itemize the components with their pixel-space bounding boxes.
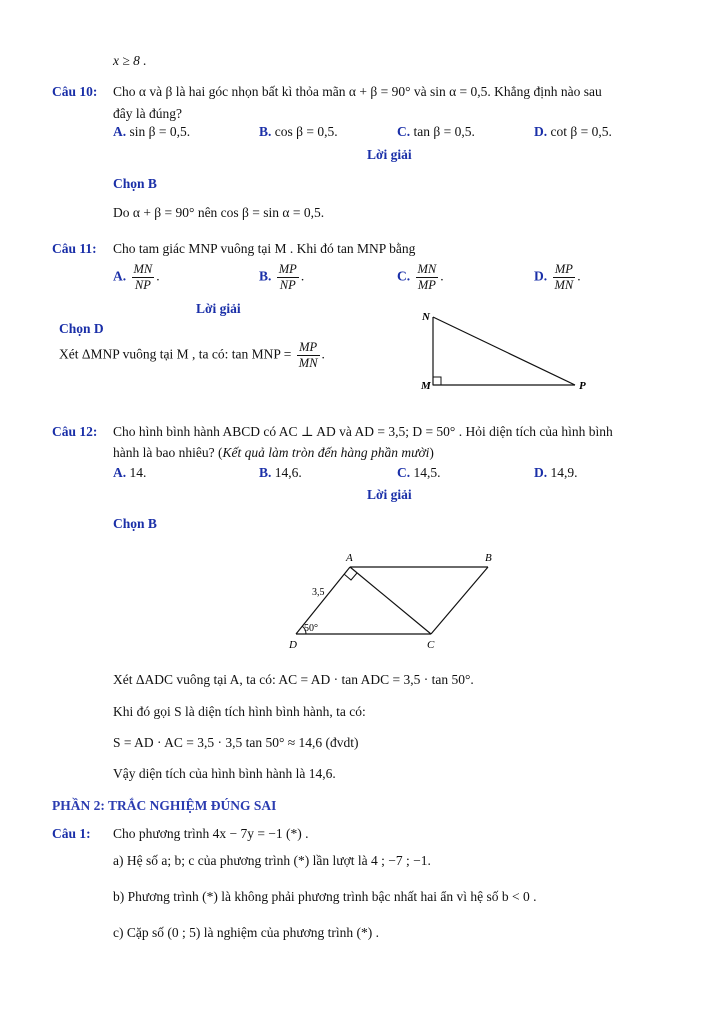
q12-explanation-2: Khi đó gọi S là diện tích hình bình hành, ta có: xyxy=(113,704,366,719)
q12-option-b[interactable]: B. 14,6. xyxy=(259,465,302,480)
side-np xyxy=(433,317,575,385)
q12-explanation-1: Xét ΔADC vuông tại A, ta có: AC = AD · tan ADC = 3,5 · tan 50°. xyxy=(113,672,474,687)
vertex-c-label: C xyxy=(427,639,435,651)
q12-label: Câu 12: xyxy=(52,424,98,439)
q10-text-line2: đây là đúng? xyxy=(113,106,182,121)
right-angle-mark xyxy=(433,377,441,385)
q10-explanation: Do α + β = 90° nên cos β = sin α = 0,5. xyxy=(113,205,325,220)
q12-choice: Chọn B xyxy=(113,516,157,531)
part2-q1-label: Câu 1: xyxy=(52,826,91,841)
diagonal-ac xyxy=(350,567,431,634)
q11-solution-title: Lời giải xyxy=(196,301,241,316)
q11-choice: Chọn D xyxy=(59,321,104,336)
q11-option-d[interactable]: D. $\frac{MP}{MN}$ . xyxy=(534,262,581,292)
q12-explanation-4: Vậy diện tích của hình bình hành là 14,6. xyxy=(113,766,336,781)
q12-option-c[interactable]: C. 14,5. xyxy=(397,465,441,480)
angle-d-value: 50° xyxy=(304,623,318,634)
part2-q1-statement-a[interactable]: a) Hệ số a; b; c của phương trình (*) lần lượt là 4 ; −7 ; −1. xyxy=(113,853,431,868)
side-bc xyxy=(431,567,488,634)
parallelogram-abcd-figure xyxy=(280,548,510,656)
q10-option-d[interactable]: D. cot β = 0,5. xyxy=(534,124,612,139)
vertex-d-label: D xyxy=(289,639,297,651)
q11-option-a[interactable]: A. $\frac{MN}{NP}$ . xyxy=(113,262,160,292)
part2-title: PHẦN 2: TRẮC NGHIỆM ĐÚNG SAI xyxy=(52,798,277,813)
q10-label: Câu 10: xyxy=(52,84,98,99)
right-angle-mark xyxy=(344,573,357,580)
part2-q1-statement-c[interactable]: c) Cặp số (0 ; 5) là nghiệm của phương trình (*) . xyxy=(113,925,380,940)
q11-option-c[interactable]: C. $\frac{MN}{MP}$ . xyxy=(397,262,444,292)
q11-text: Cho tam giác MNP vuông tại M . Khi đó tan MNP bằng xyxy=(113,241,416,256)
side-ad-length: 3,5 xyxy=(312,587,325,598)
vertex-n-label: N xyxy=(422,311,430,323)
vertex-a-label: A xyxy=(346,552,353,564)
q12-explanation-3: S = AD · AC = 3,5 · 3,5 tan 50° ≈ 14,6 (đvdt) xyxy=(113,735,359,750)
q10-choice: Chọn B xyxy=(113,176,157,191)
q10-solution-title: Lời giải xyxy=(367,147,412,162)
q11-option-b[interactable]: B. $\frac{MP}{NP}$ . xyxy=(259,262,305,292)
previous-answer-line: x ≥ 8 . xyxy=(113,53,147,68)
q12-option-a[interactable]: A. 14. xyxy=(113,465,147,480)
q10-option-a[interactable]: A. sin β = 0,5. xyxy=(113,124,191,139)
vertex-p-label: P xyxy=(579,380,586,392)
vertex-m-label: M xyxy=(421,380,431,392)
q11-explanation: Xét ΔMNP vuông tại M , ta có: tan MNP = $\frac{MP}{MN}$ . xyxy=(59,340,325,370)
q11-label: Câu 11: xyxy=(52,241,97,256)
vertex-b-label: B xyxy=(485,552,492,564)
q12-text-line2: hành là bao nhiêu? (Kết quả làm tròn đến hàng phần mười) xyxy=(113,445,434,460)
q12-solution-title: Lời giải xyxy=(367,487,412,502)
part2-q1-statement-b[interactable]: b) Phương trình (*) là không phải phương trình bậc nhất hai ẩn vì hệ số b < 0 . xyxy=(113,889,537,904)
q10-text-line1: Cho α và β là hai góc nhọn bất kì thỏa mãn α + β = 90° và sin α = 0,5. Khẳng định nào sau xyxy=(113,84,602,99)
q12-text-line1: Cho hình bình hành ABCD có AC ⊥ AD và AD = 3,5; D = 50° . Hỏi diện tích của hình bình xyxy=(113,424,613,439)
triangle-mnp-figure xyxy=(415,305,595,395)
q10-option-c[interactable]: C. tan β = 0,5. xyxy=(397,124,475,139)
part2-q1-text: Cho phương trình 4x − 7y = −1 (*) . xyxy=(113,826,309,841)
q10-option-b[interactable]: B. cos β = 0,5. xyxy=(259,124,338,139)
q12-option-d[interactable]: D. 14,9. xyxy=(534,465,578,480)
